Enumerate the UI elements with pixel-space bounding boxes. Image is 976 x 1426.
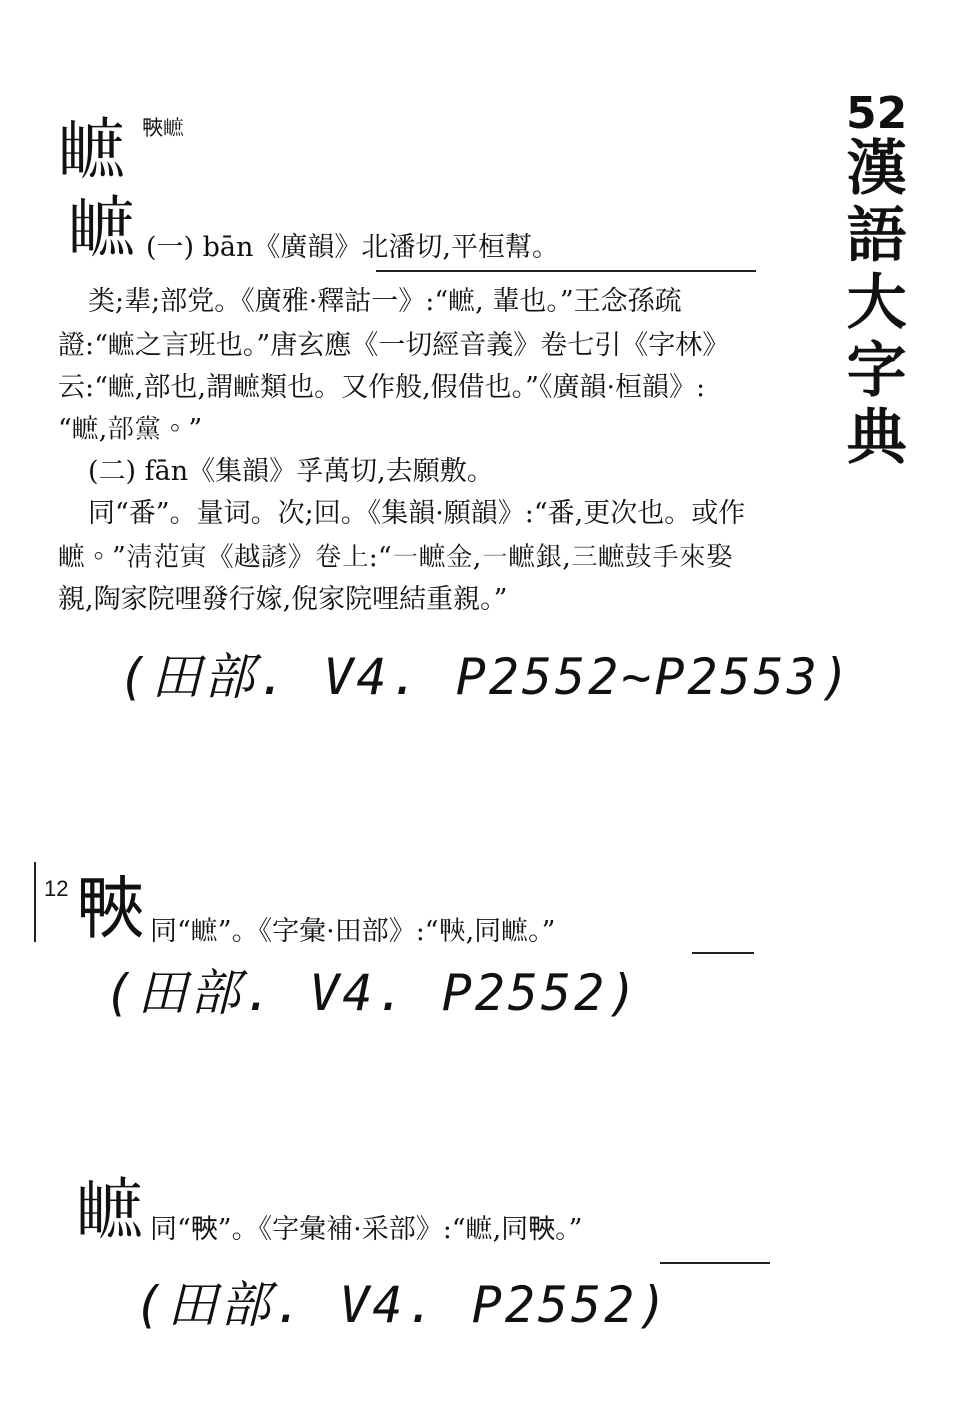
margin-mark <box>34 862 36 942</box>
entry1-definition-line: 𤳐。”清范寅《越諺》卷上:“一𤳐金,一𤳐銀,三𤳐鼓手來娶 <box>58 542 733 573</box>
title-char: 字 <box>846 335 907 406</box>
handwritten-reference: (田部. V4. P2552) <box>134 1276 671 1334</box>
entry1-definition-line: 云:“𤳐,部也,謂𤳐類也。又作般,假借也。”《廣韻·桓韻》: <box>58 372 706 403</box>
entry2-index: 12 <box>44 876 69 901</box>
divider <box>660 1262 770 1264</box>
underline <box>376 270 756 272</box>
page-number: 52 <box>846 88 908 139</box>
title-char: 漢 <box>846 134 907 204</box>
entry1-headword-main: 𤳐 <box>68 190 137 269</box>
title-char: 大 <box>846 268 907 339</box>
entry1-reading-2: (二) fān《集韻》孚萬切,去願敷。 <box>88 456 494 487</box>
entry1-definition-line: 親,陶家院哩發行嫁,倪家院哩結重親。” <box>58 584 508 615</box>
handwritten-reference: (田部. V4. P2552~P2553) <box>118 648 853 706</box>
handwritten-reference: (田部. V4. P2552) <box>104 964 641 1022</box>
dictionary-side-title <box>846 88 908 473</box>
entry1-variant-forms: 𤲍𤳐 <box>142 116 184 140</box>
entry1-definition-line: 同“番”。量词。次;回。《集韻·願韻》:“番,更次也。或作 <box>88 498 746 529</box>
entry1-definition-line: “𤳐,部黨。” <box>58 414 203 445</box>
entry2-headword: 𤲍 <box>76 870 145 949</box>
entry1-definition-line: 證:“𤳐之言班也。”唐玄應《一切經音義》卷七引《字林》 <box>58 330 730 361</box>
title-char: 語 <box>846 201 907 272</box>
entry1-reading-1: (一) bān《廣韻》北潘切,平桓幫。 <box>146 232 560 263</box>
entry2-definition: 同“𤳐”。《字彙·田部》:“𤲍,同𤳐。” <box>150 916 556 947</box>
title-char: 典 <box>846 402 907 473</box>
divider <box>692 952 754 954</box>
entry1-headword-top: 𤳐 <box>58 112 127 191</box>
entry1-definition-line: 类;辈;部党。《廣雅·釋詁一》:“𤳐, 輩也。”王念孫疏 <box>88 286 682 317</box>
entry3-headword: 𤳐 <box>76 1172 145 1251</box>
entry3-definition: 同“𤲍”。《字彙補·采部》:“𤳐,同𤲍。” <box>150 1214 583 1245</box>
